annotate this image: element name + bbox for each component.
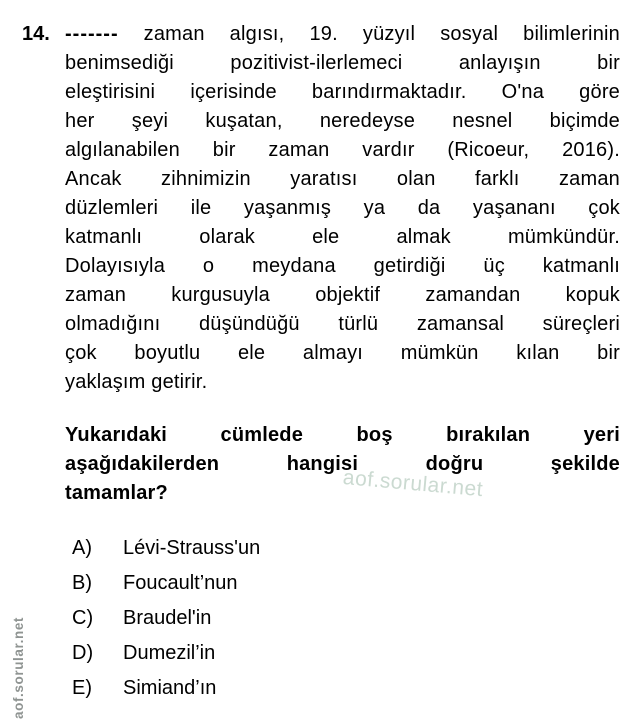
body-line: algılanabilen bir zaman vardır (Ricoeur, 2016). <box>65 139 620 161</box>
center-watermark: aof.sorular.net <box>341 466 485 502</box>
body-line: katmanlı olarak ele almak mümkündür. <box>65 226 620 248</box>
option-e-letter: E) <box>72 677 92 699</box>
option-c-letter: C) <box>72 607 94 629</box>
body-line: Ancak zihnimizin yaratısı olan farklı zaman <box>65 168 620 190</box>
option-a-letter: A) <box>72 537 92 559</box>
option-b <box>65 572 620 594</box>
options-list <box>65 537 620 699</box>
option-d-text: Dumezil’in <box>123 642 216 664</box>
body-line: benimsediği pozitivist-ilerlemeci anlayışın bir <box>65 52 620 74</box>
body-line <box>65 20 620 49</box>
prompt-line: aşağıdakilerden hangisi doğru şekilde <box>65 453 620 475</box>
option-a-text: Lévi-Strauss'un <box>123 537 261 559</box>
question-content <box>65 20 620 712</box>
body-line-text: zaman algısı, 19. yüzyıl sosyal bilimlerinin <box>143 23 620 45</box>
body-line: yaklaşım getirir. <box>65 371 208 393</box>
prompt-line: tamamlar? <box>65 482 168 504</box>
body-line: çok boyutlu ele almayı mümkün kılan bir <box>65 342 620 364</box>
option-a <box>65 537 620 559</box>
left-vertical-watermark: aof.sorular.net <box>11 616 26 719</box>
body-line: eleştirisini içerisinde barındırmaktadır. O'na göre <box>65 81 620 103</box>
body-line: her şeyi kuşatan, neredeyse nesnel biçimde <box>65 110 620 132</box>
body-line: zaman kurgusuyla objektif zamandan kopuk <box>65 284 620 306</box>
body-line: düzlemleri ile yaşanmış ya da yaşananı çok <box>65 197 620 219</box>
question-body-paragraph <box>65 20 620 397</box>
question-prompt <box>65 421 620 508</box>
body-line: olmadığını düşündüğü türlü zamansal süreçleri <box>65 313 620 335</box>
option-e <box>65 677 620 699</box>
option-b-letter: B) <box>72 572 92 594</box>
option-b-text: Foucault’nun <box>123 572 238 594</box>
body-line: Dolayısıyla o meydana getirdiği üç katmanlı <box>65 255 620 277</box>
question-number: 14. <box>22 23 50 45</box>
option-d-letter: D) <box>72 642 94 664</box>
option-e-text: Simiand’ın <box>123 677 217 699</box>
option-c-text: Braudel'in <box>123 607 212 629</box>
option-c <box>65 607 620 629</box>
option-d <box>65 642 620 664</box>
prompt-line: Yukarıdaki cümlede boş bırakılan yeri <box>65 424 620 446</box>
blank-dashes: ------- <box>65 23 119 45</box>
